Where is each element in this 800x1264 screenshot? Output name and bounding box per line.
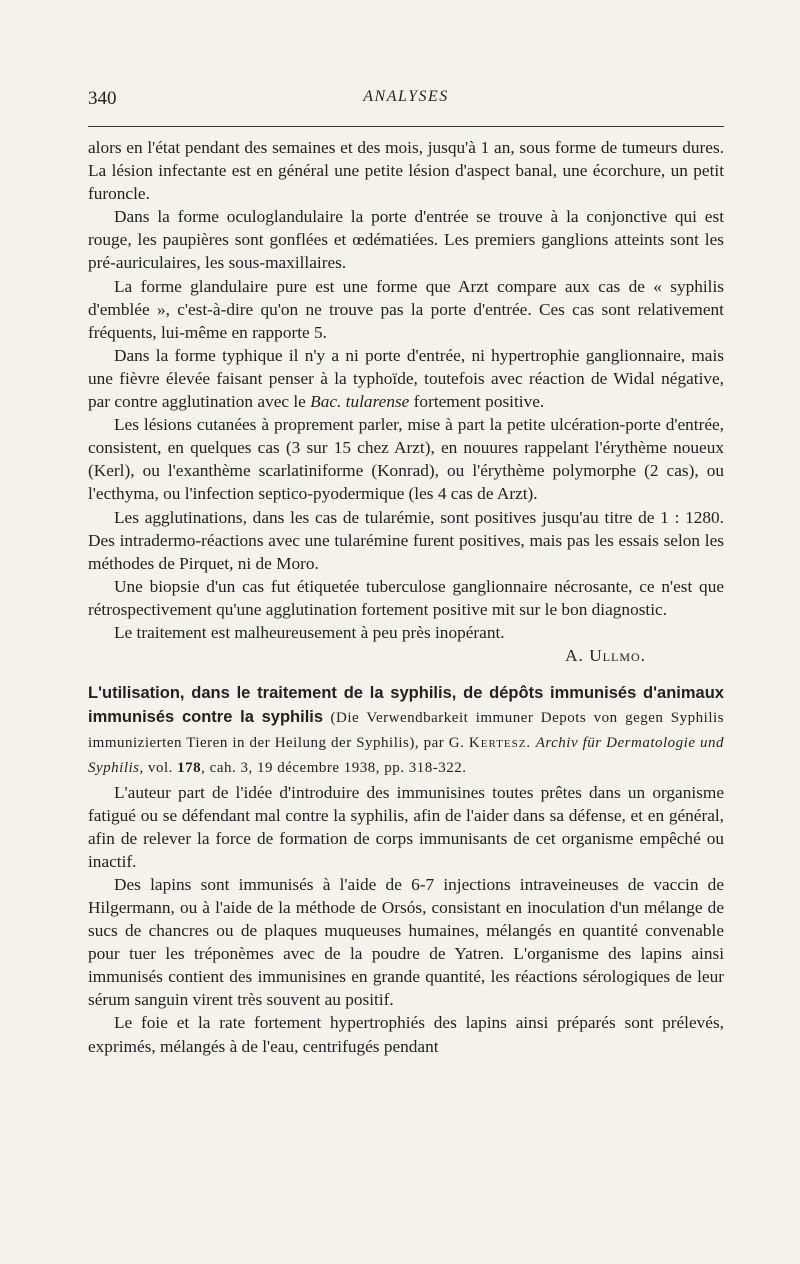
page-header: [88, 88, 724, 116]
signature: A. Ullmo.: [565, 646, 646, 666]
paragraph: Des lapins sont immunisés à l'aide de 6-7 injections intraveineuses de vaccin de Hilgermann, ou à l'aide de la méthode de Orsós, consistant en inoculation d'un mélange de sucs de chancres ou de plaques muqueuses humaines, mélangés en quantité convenable pour tuer les tréponèmes avec de la poudre de Yatren. L'organisme des lapins ainsi immunisés contient des immunisines en grande quantité, les réactions sérologiques de leur sérum sanguin virent très souvent au positif.: [88, 874, 724, 1010]
paragraph: Dans la forme oculoglandulaire la porte d'entrée se trouve à la conjonctive qui est rouge, les paupières sont gonflées et œdématiées. Les premiers ganglions atteints sont les pré-auriculaires, les sous-maxillaires.: [88, 207, 724, 273]
original-title: (Die Verwendbarkeit immuner Depots von gegen Syphilis immunizierten Tieren in der Heilung der Syphilis), par G.: [88, 710, 724, 752]
volume-prefix: , vol.: [139, 760, 178, 777]
running-title: ANALYSES: [363, 88, 449, 105]
paragraph: [88, 344, 724, 413]
issue-date-pages: , cah. 3, 19 décembre 1938, pp. 318-322.: [201, 760, 467, 777]
species-name: Bac. tularense: [310, 392, 410, 412]
paragraph: Une biopsie d'un cas fut étiquetée tuberculose ganglionnaire nécrosante, ce n'est que rétrospectivement qu'une agglutination fortement positive mit sur le bon diagnostic.: [88, 576, 724, 619]
paragraph: Le foie et la rate fortement hypertrophiés des lapins ainsi préparés sont prélevés, exprimés, mélangés à de l'eau, centrifugés pendant: [88, 1013, 724, 1056]
paragraph: L'auteur part de l'idée d'introduire des immunisines toutes prêtes dans un organisme fatigué ou se défendant mal contre la syphilis, afin de l'aider dans sa défense, et en général, afin de relever la force de formation de corps immunisants de cet organisme empêché ou inactif.: [88, 782, 724, 871]
paragraph-text-end: fortement positive.: [409, 392, 545, 412]
paragraph: La forme glandulaire pure est une forme que Arzt compare aux cas de « syphilis d'emblée », c'est-à-dire qu'on ne trouve pas la porte d'entrée. Ces cas sont relativement fréquents, lui-même en rapporte 5.: [88, 276, 724, 342]
volume-number: 178: [177, 760, 202, 777]
journal-name: Archiv für Dermatologie und Syphilis: [88, 735, 724, 777]
article-heading: [88, 681, 724, 780]
article-author: Kertesz.: [468, 735, 532, 752]
paragraph: Le traitement est malheureusement à peu près inopérant.: [114, 622, 505, 642]
article-title: L'utilisation, dans le traitement de la syphilis, de dépôts immunisés d'animaux immunisés contre la syphilis: [88, 684, 724, 727]
header-rule: [88, 126, 724, 127]
page-number: 340: [88, 88, 117, 109]
paragraph-text: Dans la forme typhique il n'y a ni porte d'entrée, ni hypertrophie ganglionnaire, mais une fièvre élevée faisant penser à la typhoïde, toutefois avec réaction de Widal négative, par contre agglutination avec le: [88, 345, 724, 412]
page-body: [88, 136, 724, 1058]
paragraph: alors en l'état pendant des semaines et des mois, jusqu'à 1 an, sous forme de tumeurs dures. La lésion infectante est en général une petite lésion d'aspect banal, une écorchure, un petit furoncle.: [88, 138, 724, 204]
paragraph: Les agglutinations, dans les cas de tularémie, sont positives jusqu'au titre de 1 : 1280. Des intradermo-réactions avec une tularémine furent positives, mais pas les essais selon les méthodes de Pirquet, ni de Moro.: [88, 507, 724, 573]
paragraph: Les lésions cutanées à proprement parler, mise à part la petite ulcération-porte d'entrée, consistent, en quelques cas (3 sur 15 chez Arzt), en nouures rappelant l'érythème noueux (Kerl), ou l'exanthème scarlatiniforme (Konrad), ou l'érythème polymorphe (2 cas), ou l'ecthyma, ou l'infection septico-pyodermique (les 4 cas de Arzt).: [88, 415, 724, 504]
